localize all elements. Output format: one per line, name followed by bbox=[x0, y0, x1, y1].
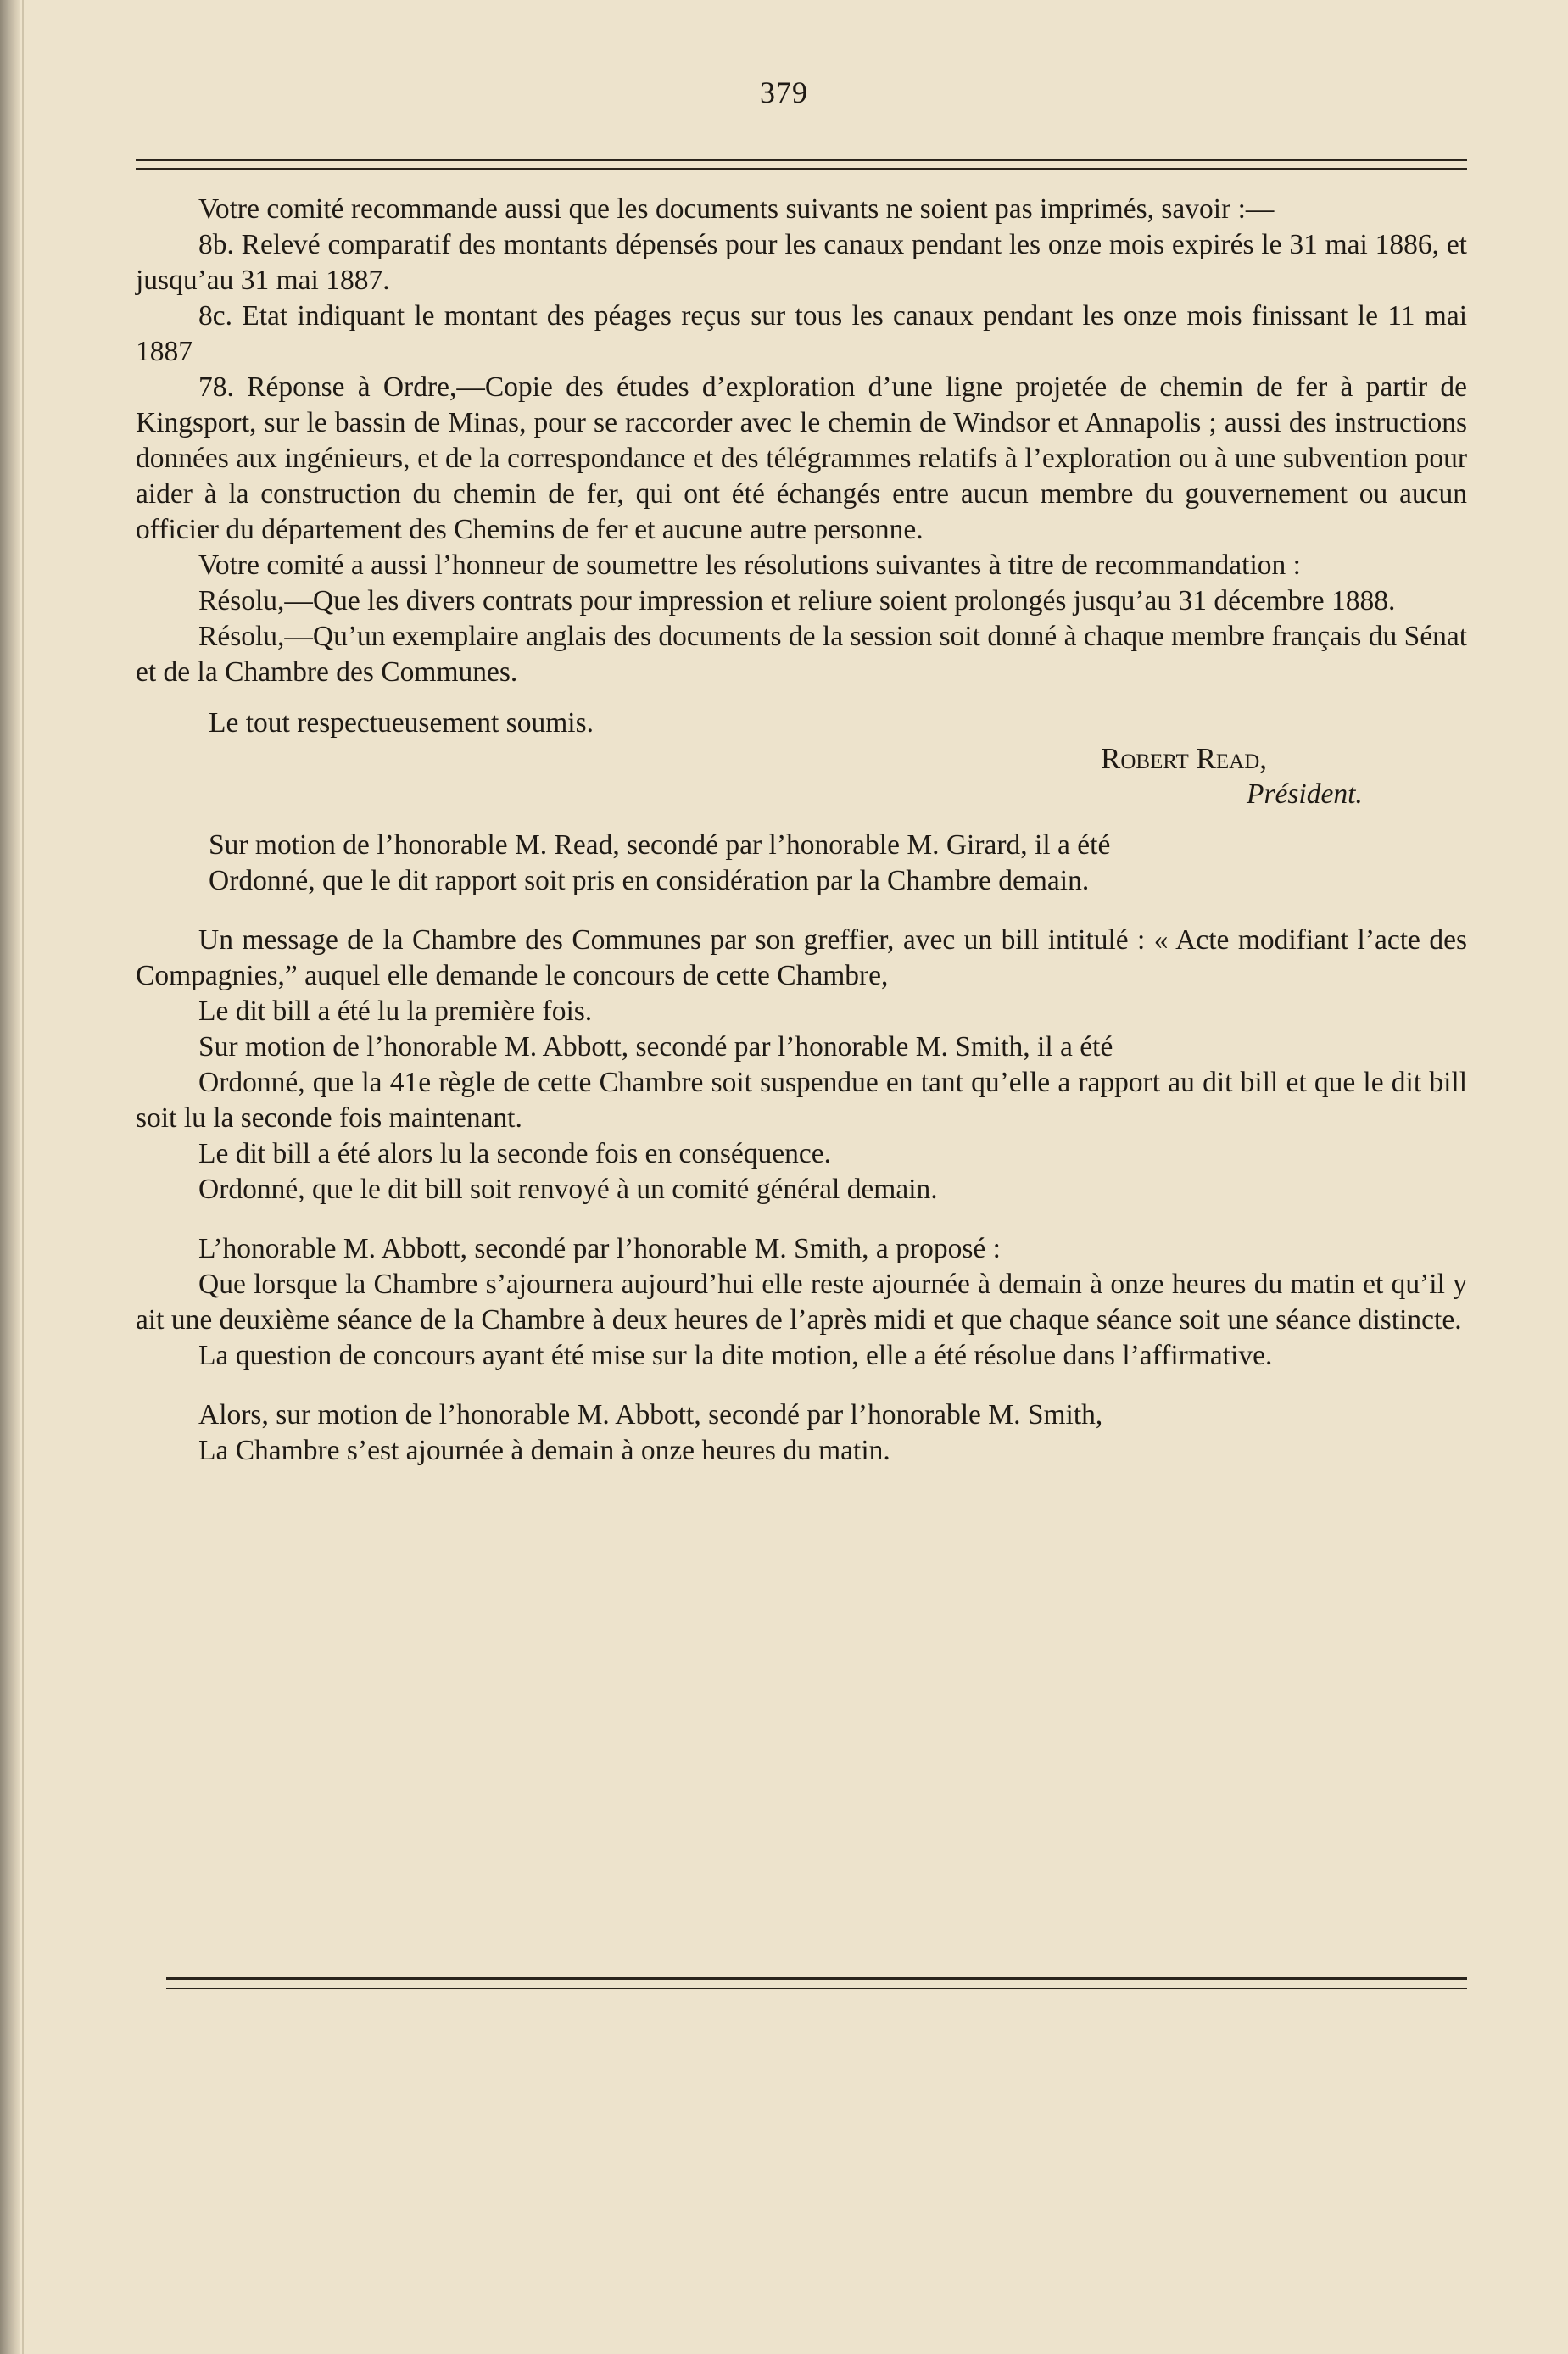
order-committee: Ordonné, que le dit bill soit renvoyé à un comité général demain. bbox=[198, 1174, 938, 1205]
bill-first-reading: Le dit bill a été lu la première fois. bbox=[198, 996, 593, 1027]
footer-rule-thin bbox=[166, 1988, 1467, 1989]
bill-second-reading: Le dit bill a été alors lu la seconde fois en conséquence. bbox=[198, 1138, 832, 1169]
order-rule-suspended: Ordonné, que la 41e règle de cette Chambre soit suspendue en tant qu’elle a rapport au dit bill et que le dit bill soit lu la seconde fois maintenant. bbox=[136, 1067, 1467, 1134]
paragraph-resolution-2: Résolu,—Qu’un exemplaire anglais des documents de la session soit donné à chaque membre français du Sénat et de la Chambre des Communes. bbox=[136, 621, 1467, 688]
signature-title: Président. bbox=[1247, 778, 1363, 810]
message-paragraph: Un message de la Chambre des Communes par son greffier, avec un bill intitulé : « Acte modifiant l’acte des Compagnies,” auquel elle demande le concours de cette Chambre, bbox=[136, 924, 1467, 991]
page-body bbox=[136, 192, 1467, 1469]
binding-line bbox=[22, 0, 24, 2354]
adjournment-proposal: L’honorable M. Abbott, secondé par l’honorable M. Smith, a proposé : bbox=[198, 1233, 1001, 1264]
paragraph-recommendation: Votre comité recommande aussi que les documents suivants ne soient pas imprimés, savoir :— bbox=[198, 193, 1275, 225]
paragraph-resolutions-intro: Votre comité a aussi l’honneur de soumettre les résolutions suivantes à titre de recommandation : bbox=[198, 549, 1301, 581]
adjournment-motion-text: Que lorsque la Chambre s’ajournera aujourd’hui elle reste ajournée à demain à onze heures du matin et qu’il y ait une deuxième séance de la Chambre à deux heures de l’après midi et que chaque séance soit une séance distincte. bbox=[136, 1269, 1467, 1336]
page-binding-edge bbox=[0, 0, 20, 2354]
paragraph-item-78: 78. Réponse à Ordre,—Copie des études d’exploration d’une ligne projetée de chemin de fer à partir de Kingsport, sur le bassin de Minas, pour se raccorder avec le chemin de Windsor et Annapolis ; aussi des instructions données aux ingénieurs, et de la correspondance et des télégrammes relatifs à l’exploration ou à une subvention pour aider à la construction du chemin de fer, qui ont été échangés entre aucun membre du gouvernement ou aucun officier du département des Chemins de fer et aucune autre personne. bbox=[136, 371, 1467, 545]
signature-name: Robert Read, bbox=[1101, 742, 1268, 775]
footer-rule-thick bbox=[166, 1977, 1467, 1980]
header-rule-thin bbox=[136, 159, 1467, 161]
paragraph-resolution-1: Résolu,—Que les divers contrats pour impression et reliure soient prolongés jusqu’au 31 décembre 1888. bbox=[198, 585, 1396, 616]
paragraph-submitted: Le tout respectueusement soumis. bbox=[209, 707, 594, 739]
page-number: 379 bbox=[760, 75, 808, 109]
closing-adjourned: La Chambre s’est ajournée à demain à onze heures du matin. bbox=[198, 1435, 890, 1466]
paragraph-item-8b: 8b. Relevé comparatif des montants dépensés pour les canaux pendant les onze mois expirés le 31 mai 1886, et jusqu’au 31 mai 1887. bbox=[136, 229, 1467, 296]
motion-abbott-line: Sur motion de l’honorable M. Abbott, secondé par l’honorable M. Smith, il a été bbox=[198, 1031, 1113, 1063]
order-report-line: Ordonné, que le dit rapport soit pris en considération par la Chambre demain. bbox=[209, 865, 1090, 896]
adjournment-result: La question de concours ayant été mise sur la dite motion, elle a été résolue dans l’affirmative. bbox=[198, 1340, 1273, 1371]
motion-report-line: Sur motion de l’honorable M. Read, secondé par l’honorable M. Girard, il a été bbox=[209, 829, 1111, 861]
paragraph-item-8c: 8c. Etat indiquant le montant des péages reçus sur tous les canaux pendant les onze mois finissant le 11 mai 1887 bbox=[136, 300, 1467, 367]
header-rule-thick bbox=[136, 168, 1467, 170]
closing-motion: Alors, sur motion de l’honorable M. Abbott, secondé par l’honorable M. Smith, bbox=[198, 1399, 1103, 1431]
